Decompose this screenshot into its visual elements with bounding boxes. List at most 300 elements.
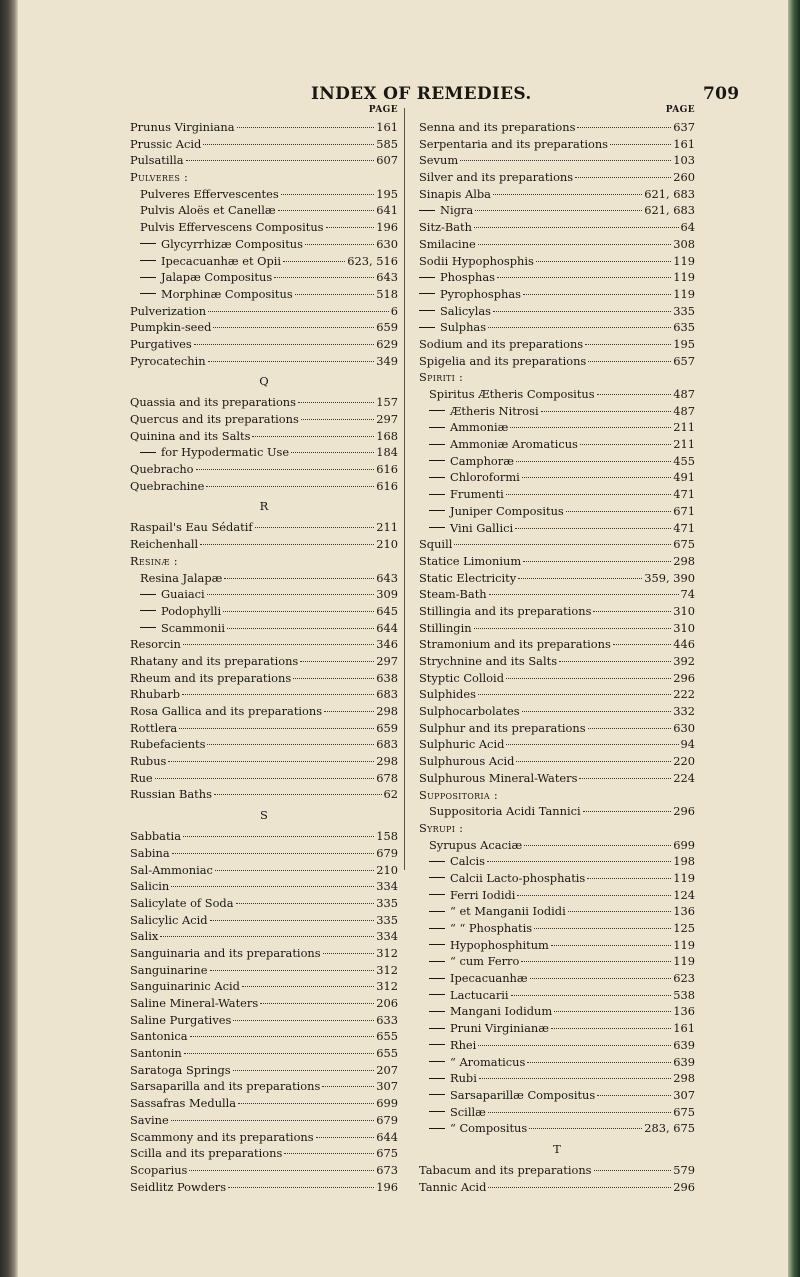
index-entry — [130, 1162, 398, 1179]
ditto-dash — [429, 460, 445, 461]
index-entry — [130, 394, 398, 411]
entry-label — [419, 603, 591, 620]
entry-label — [130, 753, 166, 770]
section-letter: Q — [259, 374, 269, 389]
dot-leader — [189, 1170, 374, 1171]
entry-page-number: 675 — [376, 1146, 398, 1161]
entry-label — [130, 978, 240, 995]
entry-label-text: Lactucarii — [450, 987, 509, 1002]
entry-page-number: 297 — [376, 653, 398, 668]
entry-page-number: 312 — [376, 979, 398, 994]
entry-label-text: Ammoniæ — [450, 420, 509, 435]
entry-label-text: Seidlitz Powders — [130, 1179, 227, 1194]
dot-leader — [522, 477, 671, 478]
entry-label-text: Silver and its preparations — [419, 170, 574, 185]
entry-label-text: Stramonium and its preparations — [419, 637, 611, 652]
dot-leader — [281, 194, 375, 195]
entry-label — [130, 586, 205, 603]
entry-page-number: 103 — [673, 153, 695, 168]
dot-leader — [568, 911, 672, 912]
entry-label-text: Sulphurous Acid — [419, 754, 515, 769]
index-entry — [419, 770, 695, 787]
entry-page-number: 635 — [673, 320, 695, 335]
index-entry — [419, 670, 695, 687]
dot-leader — [155, 778, 375, 779]
entry-label — [419, 169, 573, 186]
entry-page-number: 679 — [376, 845, 398, 860]
index-entry — [130, 119, 398, 136]
dot-leader — [587, 878, 671, 879]
left-index-column — [130, 105, 398, 1195]
ditto-dash — [429, 911, 445, 912]
dot-leader — [478, 244, 671, 245]
entry-label-text: Sarsaparilla and its preparations — [130, 1079, 321, 1094]
page-column-heading: PAGE — [368, 105, 398, 115]
entry-page-number: 210 — [376, 537, 398, 552]
entry-page-number: 633 — [376, 1012, 398, 1027]
index-entry — [130, 536, 398, 553]
dot-leader — [516, 761, 671, 762]
dot-leader — [530, 978, 672, 979]
ditto-dash — [429, 994, 445, 995]
dot-leader — [274, 277, 374, 278]
entry-label-text: Morphinæ Compositus — [161, 286, 293, 301]
index-entry — [419, 1070, 695, 1087]
entry-label — [130, 895, 234, 912]
entry-label-text: Nigra — [440, 203, 474, 218]
entry-page-number: 585 — [376, 136, 398, 151]
entry-label — [419, 1070, 477, 1087]
ditto-dash — [419, 210, 435, 211]
entry-page-number: 579 — [673, 1162, 695, 1177]
dot-leader — [323, 953, 375, 954]
index-entry — [419, 403, 695, 420]
left-index-list — [130, 119, 398, 1195]
index-entry — [130, 444, 398, 461]
entry-label — [419, 269, 495, 286]
dot-leader — [597, 1095, 671, 1096]
index-entry — [130, 586, 398, 603]
ditto-dash — [429, 894, 445, 895]
ditto-dash — [429, 944, 445, 945]
dot-leader — [597, 394, 672, 395]
index-entry — [130, 319, 398, 336]
dot-leader — [493, 311, 671, 312]
index-entry — [130, 862, 398, 879]
ditto-dash — [140, 277, 156, 278]
index-entry — [419, 336, 695, 353]
entry-page-number: 207 — [376, 1062, 398, 1077]
index-entry — [130, 670, 398, 687]
index-entry — [130, 570, 398, 587]
entry-page-number: 161 — [376, 120, 398, 134]
entry-label-text: Scillæ — [450, 1104, 486, 1119]
entry-label-text: Steam-Bath — [419, 587, 487, 602]
index-entry — [419, 152, 695, 169]
index-entry — [419, 570, 695, 587]
index-entry — [419, 586, 695, 603]
entry-page-number: 657 — [673, 353, 695, 368]
entry-label-text: Sitz-Bath — [419, 220, 472, 235]
dot-leader — [183, 644, 374, 645]
entry-label — [419, 319, 486, 336]
entry-label-text: Saline Mineral-Waters — [130, 996, 259, 1010]
dot-leader — [610, 144, 671, 145]
index-entry — [419, 703, 695, 720]
index-entry — [419, 536, 695, 553]
entry-page-number: 309 — [376, 587, 398, 602]
dot-leader — [580, 444, 671, 445]
index-entry — [419, 1162, 695, 1179]
entry-page-number: 335 — [376, 912, 398, 927]
entry-page-number: 62 — [383, 787, 398, 802]
ditto-dash — [140, 452, 156, 453]
index-entry — [130, 753, 398, 770]
index-entry — [130, 1095, 398, 1112]
entry-page-number: 157 — [376, 395, 398, 410]
dot-leader — [260, 1003, 374, 1004]
index-entry — [419, 753, 695, 770]
entry-page-number: 643 — [376, 270, 398, 285]
entry-label — [130, 1129, 314, 1146]
index-entry — [419, 520, 695, 537]
entry-label-text: Sodium and its preparations — [419, 336, 584, 351]
entry-label-text: Pulverization — [130, 303, 207, 318]
ditto-dash — [429, 1061, 445, 1062]
dot-leader — [594, 1170, 672, 1171]
dot-leader — [324, 711, 374, 712]
dot-leader — [521, 961, 671, 962]
dot-leader — [523, 294, 671, 295]
entry-label-text: Sulphides — [419, 687, 476, 702]
entry-label-text: Rottlera — [130, 720, 178, 735]
entry-label-text: Rubus — [130, 754, 167, 769]
index-entry — [130, 478, 398, 495]
dot-leader — [529, 1128, 642, 1129]
ditto-dash — [140, 610, 156, 611]
dot-leader — [515, 528, 671, 529]
entry-label — [130, 1145, 282, 1162]
entry-label — [419, 453, 514, 470]
entry-label — [130, 1162, 187, 1179]
entry-page-number: 161 — [673, 136, 695, 151]
index-entry — [130, 653, 398, 670]
dot-leader — [517, 895, 671, 896]
entry-label-text: Sanguinarinic Acid — [130, 979, 240, 994]
entry-page-number: 307 — [673, 1087, 695, 1102]
index-entry — [419, 1020, 695, 1037]
index-entry — [130, 353, 398, 370]
ditto-dash — [429, 1028, 445, 1029]
dot-leader — [242, 986, 374, 987]
dot-leader — [291, 452, 374, 453]
entry-label — [130, 686, 180, 703]
entry-label-text: Ipecacuanhæ — [450, 971, 528, 986]
section-letter: T — [553, 1141, 561, 1156]
entry-page-number: 161 — [673, 1021, 695, 1036]
entry-page-number: 211 — [376, 520, 398, 535]
entry-label — [130, 828, 181, 845]
index-entry — [419, 903, 695, 920]
entry-label-text: Resorcin — [130, 637, 181, 652]
entry-label — [130, 152, 184, 169]
entry-page-number: 210 — [376, 862, 398, 877]
entry-label-text: Stillingin — [419, 620, 472, 635]
entry-label — [419, 202, 473, 219]
entry-label — [130, 1012, 231, 1029]
ditto-dash — [140, 260, 156, 261]
entry-label — [419, 1179, 486, 1196]
index-entry — [419, 636, 695, 653]
entry-label — [419, 753, 514, 770]
entry-label — [419, 920, 532, 937]
entry-page-number: 659 — [376, 320, 398, 335]
entry-label-text: Sal-Ammoniac — [130, 862, 213, 877]
ditto-dash — [429, 477, 445, 478]
entry-label-text: Stillingia and its preparations — [419, 603, 592, 618]
ditto-dash — [429, 444, 445, 445]
entry-page-number: 630 — [673, 720, 695, 735]
entry-label-text: Rubefacients — [130, 737, 206, 752]
entry-label — [419, 419, 508, 436]
entry-label-text: “ cum Ferro — [450, 954, 520, 969]
dot-leader — [179, 728, 374, 729]
index-entry — [130, 736, 398, 753]
dot-leader — [541, 411, 672, 412]
dot-leader — [227, 628, 374, 629]
ditto-dash — [140, 243, 156, 244]
ditto-dash — [429, 961, 445, 962]
entry-label — [130, 1062, 231, 1079]
dot-leader — [497, 277, 671, 278]
index-entry — [419, 736, 695, 753]
entry-label-text: Pruni Virginianæ — [450, 1021, 549, 1036]
ditto-dash — [429, 427, 445, 428]
ditto-dash — [429, 494, 445, 495]
page-number: 709 — [703, 84, 740, 104]
entry-label-text: Pumpkin-seed — [130, 320, 212, 335]
page-column-heading: PAGE — [665, 105, 695, 115]
entry-page-number: 623 — [673, 971, 695, 986]
index-entry — [130, 945, 398, 962]
index-entry — [419, 1003, 695, 1020]
dot-leader — [278, 210, 375, 211]
index-entry — [130, 219, 398, 236]
index-entry — [419, 987, 695, 1004]
entry-page-number: 296 — [673, 804, 695, 819]
entry-label — [419, 303, 491, 320]
entry-page-number: 310 — [673, 620, 695, 635]
entry-label — [130, 353, 206, 370]
entry-label-text: Sanguinaria and its preparations — [130, 945, 321, 960]
dot-leader — [518, 578, 642, 579]
dot-leader — [577, 127, 671, 128]
index-entry — [419, 386, 695, 403]
entry-label — [130, 878, 169, 895]
dot-leader — [493, 194, 642, 195]
index-entry — [130, 845, 398, 862]
index-entry — [419, 653, 695, 670]
dot-leader — [536, 261, 671, 262]
index-entry — [130, 269, 398, 286]
dot-leader — [566, 511, 671, 512]
entry-label-text: Sarsaparillæ Compositus — [450, 1087, 596, 1102]
entry-label-text: Rhubarb — [130, 687, 181, 702]
entry-page-number: 136 — [673, 1004, 695, 1019]
entry-page-number: 641 — [376, 203, 398, 218]
index-entry — [419, 202, 695, 219]
index-entry — [419, 436, 695, 453]
index-entry — [419, 303, 695, 320]
entry-page-number: 6 — [390, 303, 398, 318]
entry-label — [130, 428, 250, 445]
entry-label — [419, 469, 520, 486]
index-entry — [130, 411, 398, 428]
dot-leader — [252, 436, 374, 437]
dot-leader — [488, 327, 671, 328]
entry-label — [419, 987, 509, 1004]
entry-label — [130, 770, 153, 787]
entry-label — [130, 912, 208, 929]
ditto-dash — [429, 928, 445, 929]
entry-page-number: 621, 683 — [644, 186, 695, 201]
dot-leader — [194, 344, 374, 345]
entry-label — [130, 286, 293, 303]
ditto-dash — [429, 527, 445, 528]
index-entry — [419, 1120, 695, 1137]
dot-leader — [284, 1153, 374, 1154]
entry-label — [130, 236, 303, 253]
entry-label-text: “ Compositus — [450, 1121, 528, 1136]
entry-label — [130, 253, 281, 270]
index-entry — [130, 202, 398, 219]
ditto-dash — [429, 877, 445, 878]
index-entry — [130, 828, 398, 845]
entry-page-number: 639 — [673, 1054, 695, 1069]
entry-label-text: Hypophosphitum — [450, 937, 549, 952]
index-entry — [130, 995, 398, 1012]
dot-leader — [454, 544, 671, 545]
page-fore-edge — [788, 0, 800, 1277]
entry-label-text: Pulsatilla — [130, 153, 184, 168]
dot-leader — [210, 920, 375, 921]
index-entry — [419, 603, 695, 620]
entry-label — [130, 1112, 169, 1129]
entry-label — [419, 686, 476, 703]
entry-label-text: Squill — [419, 537, 453, 552]
ditto-dash — [429, 1128, 445, 1129]
entry-label-text: “ et Manganii Iodidi — [450, 904, 566, 919]
column-divider — [404, 108, 405, 870]
entry-label — [419, 736, 504, 753]
entry-label — [419, 770, 577, 787]
entry-label — [419, 937, 549, 954]
entry-page-number: 298 — [376, 704, 398, 718]
index-entry — [130, 928, 398, 945]
dot-leader — [478, 1045, 671, 1046]
entry-label-text: Scoparius — [130, 1162, 188, 1177]
entry-page-number: 699 — [376, 1096, 398, 1111]
dot-leader — [474, 227, 679, 228]
entry-label-text: Rheum and its preparations — [130, 670, 292, 685]
entry-page-number: 487 — [673, 387, 695, 401]
dot-leader — [479, 1078, 671, 1079]
index-entry — [130, 703, 398, 720]
section-letter: R — [259, 499, 269, 514]
index-entry — [419, 269, 695, 286]
entry-label — [130, 636, 181, 653]
dot-leader — [559, 661, 671, 662]
entry-page-number: 518 — [376, 286, 398, 301]
index-entry — [130, 1145, 398, 1162]
entry-page-number: 119 — [673, 870, 695, 885]
entry-page-number: 675 — [673, 537, 695, 552]
entry-label-text: Rosa Gallica and its preparations — [130, 704, 323, 718]
entry-page-number: 298 — [376, 754, 398, 769]
entry-label-text: Santonica — [130, 1029, 188, 1044]
entry-page-number: 683 — [376, 687, 398, 702]
entry-label-text: Vini Gallici — [450, 520, 514, 535]
index-entry — [130, 962, 398, 979]
entry-page-number: 630 — [376, 236, 398, 251]
entry-label-text: Rhatany and its preparations — [130, 653, 299, 668]
index-entry — [419, 553, 695, 570]
entry-page-number: 471 — [673, 520, 695, 535]
entry-label — [419, 720, 586, 737]
entry-page-number: 334 — [376, 929, 398, 944]
dot-leader — [183, 836, 374, 837]
entry-label — [419, 570, 516, 587]
running-title: INDEX OF REMEDIES. — [311, 84, 532, 104]
entry-page-number: 296 — [673, 1179, 695, 1194]
entry-page-number: 335 — [376, 895, 398, 910]
entry-label-text: Prunus Virginiana — [130, 120, 235, 134]
entry-label-text: Savine — [130, 1112, 169, 1127]
entry-label-text: Rue — [130, 770, 153, 785]
entry-label-text: Saline Purgatives — [130, 1012, 232, 1027]
dot-leader — [510, 427, 671, 428]
index-entry — [419, 870, 695, 887]
index-entry — [130, 1078, 398, 1095]
ditto-dash — [429, 1011, 445, 1012]
entry-label-text: Ammoniæ Aromaticus — [450, 437, 578, 452]
entry-label — [130, 653, 298, 670]
dot-leader — [506, 678, 671, 679]
dot-leader — [172, 853, 375, 854]
entry-page-number: 639 — [673, 1037, 695, 1052]
index-entry — [419, 503, 695, 520]
dot-leader — [305, 244, 374, 245]
index-entry — [130, 603, 398, 620]
entry-label — [130, 1095, 236, 1112]
entry-label — [419, 136, 608, 153]
entry-label-text: Sodii Hypophosphis — [419, 253, 534, 268]
entry-page-number: 699 — [673, 837, 695, 852]
entry-label — [419, 436, 578, 453]
entry-label — [130, 219, 324, 236]
dot-leader — [184, 1053, 375, 1054]
index-entry — [419, 837, 695, 854]
index-entry — [130, 720, 398, 737]
entry-label — [419, 703, 520, 720]
entry-label-text: Ætheris Nitrosi — [450, 403, 539, 418]
dot-leader — [527, 1062, 671, 1063]
entry-label — [130, 736, 205, 753]
entry-page-number: 308 — [673, 236, 695, 251]
dot-leader — [474, 628, 672, 629]
entry-page-number: 659 — [376, 720, 398, 735]
ditto-dash — [429, 410, 445, 411]
